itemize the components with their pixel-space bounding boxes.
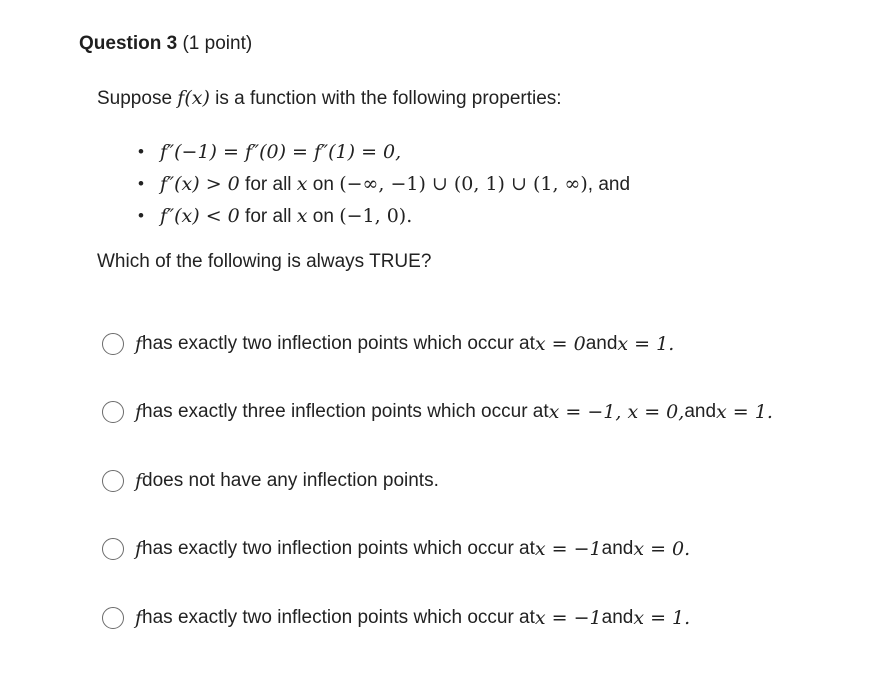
property-math: f″(−1) = f″(0) = f″(1) = 0, [160,141,402,163]
property-math: x [296,173,308,195]
property-math: f″(x) > 0 [160,173,240,195]
option-text: has exactly two inflection points which occur at [142,333,535,354]
answer-option-4[interactable] [102,533,690,565]
property-text: on [307,174,340,195]
property-math: x [296,205,308,227]
property-item [138,136,630,168]
property-math: f″(x) < 0 [160,205,240,227]
option-math: x = −1 [534,538,602,560]
property-list [138,136,630,232]
option-text: and [684,401,717,422]
option-text: has exactly two inflection points which occur at [142,607,535,628]
property-math: (−1, 0). [339,205,413,227]
property-math: (−∞, −1) ∪ (0, 1) ∪ (1, ∞) [339,173,588,195]
option-text: does not have any inflection points. [142,470,439,491]
question-title: Question 3 [79,33,178,54]
radio-button-icon[interactable] [102,333,124,355]
bullet-icon: • [138,206,144,225]
prompt-math: f(x) [177,87,210,109]
option-math: f [135,401,143,423]
radio-button-icon[interactable] [102,470,124,492]
option-math: x = 0. [633,538,691,560]
answer-option-5[interactable] [102,602,690,634]
question-ask: Which of the following is always TRUE? [97,251,432,272]
option-math: x = −1, x = 0, [548,401,685,423]
question-prompt [97,87,562,110]
option-math: x = 1. [716,401,773,423]
bullet-icon: • [138,174,144,193]
radio-button-icon[interactable] [102,607,124,629]
property-text: , and [587,174,631,195]
property-item [138,200,630,232]
property-item [138,168,630,200]
option-math: x = 1. [633,607,691,629]
option-math: x = −1 [534,607,602,629]
option-math: f [135,538,143,560]
option-math: x = 0 [534,333,586,355]
answer-option-2[interactable] [102,396,773,428]
question-header [79,33,252,55]
option-math: x = 1. [617,333,675,355]
option-text: has exactly two inflection points which occur at [142,538,535,559]
radio-button-icon[interactable] [102,401,124,423]
radio-button-icon[interactable] [102,538,124,560]
option-math: f [135,607,143,629]
property-text: for all [239,174,297,195]
question-points: (1 point) [182,33,253,54]
option-text: has exactly three inflection points which occur at [142,401,549,422]
prompt-text: is a function with the following properties: [209,88,562,109]
option-text: and [585,333,618,354]
prompt-text: Suppose [97,88,178,109]
option-math: f [135,333,143,355]
answer-option-3[interactable] [102,465,439,497]
option-text: and [601,607,634,628]
option-math: f [135,470,143,492]
property-text: for all [239,206,297,227]
option-text: and [601,538,634,559]
answer-option-1[interactable] [102,328,674,360]
property-text: on [307,206,340,227]
bullet-icon: • [138,142,144,161]
